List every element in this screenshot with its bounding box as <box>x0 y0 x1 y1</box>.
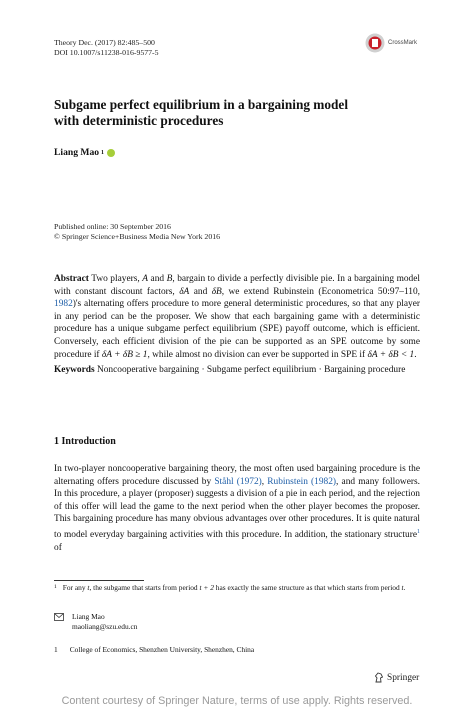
springer-logo <box>374 672 419 683</box>
intro-text: , and many followers. In this procedure, a player (proposer) suggests a division of a pie in each period, and the rejection of this offer will lead the game to the next period when the other player becomes the proposer. This bargaining procedure has many obvious advantages over other procedures. It is quite natural to model everyday bargaining activities with this procedure. In addition, the stationary structure <box>54 476 420 541</box>
introduction-paragraph <box>54 463 420 554</box>
citation-link[interactable]: Rubinstein (1982) <box>267 476 337 487</box>
journal-citation: Theory Dec. (2017) 82:485–500 <box>54 38 155 47</box>
abstract <box>54 273 420 361</box>
math-t-plus-2: t + 2 <box>199 583 214 592</box>
affiliation <box>54 645 254 655</box>
publisher-name: Springer <box>387 672 420 683</box>
math-b: B <box>166 274 173 284</box>
crossmark-icon <box>365 33 385 53</box>
affiliation-mark: 1 <box>54 645 58 654</box>
math-delta-a: δA <box>179 286 190 297</box>
abstract-text: , bargain to divide a perfectly divisible pie. In a bargaining model with constant discount factors, <box>54 274 421 297</box>
section-number: 1 <box>54 436 59 447</box>
author-name[interactable]: Liang Mao <box>54 147 100 158</box>
envelope-icon <box>54 613 64 621</box>
correspondence-email[interactable]: maoliang@szu.edu.cn <box>72 622 138 631</box>
footnote-link[interactable]: 1 <box>417 528 420 535</box>
math-t: t <box>401 583 404 592</box>
footnote-rule <box>54 580 144 581</box>
section-heading <box>54 436 116 447</box>
citation-link[interactable]: 1982 <box>54 299 73 310</box>
footnote-part: has exactly the same structure as that which starts from period <box>215 583 400 592</box>
abstract-text: and <box>193 286 208 297</box>
intro-text: of <box>54 542 62 553</box>
citation-link[interactable]: Ståhl (1972) <box>214 476 262 487</box>
paper-title <box>54 97 414 129</box>
courtesy-notice: Content courtesy of Springer Nature, terms of use apply. Rights reserved. <box>61 695 413 707</box>
keywords-text: Noncooperative bargaining · Subgame perfect equilibrium · Bargaining procedure <box>96 365 406 375</box>
springer-horse-icon <box>374 672 384 683</box>
publication-info <box>54 222 220 242</box>
affiliation-text: College of Economics, Shenzhen University, Shenzhen, China <box>69 645 255 654</box>
title-line-1: Subgame perfect equilibrium in a bargaining model <box>54 97 349 112</box>
keywords <box>54 364 420 377</box>
doi[interactable]: DOI 10.1007/s11238-016-9577-5 <box>54 48 159 57</box>
math-condition: δA + δB ≥ 1 <box>101 349 148 360</box>
published-online: Published online: 30 September 2016 <box>54 222 171 231</box>
author-line <box>54 147 115 158</box>
author-affil-mark: 1 <box>101 149 105 156</box>
math-a: A <box>142 274 148 284</box>
abstract-text: . <box>414 349 417 360</box>
footnote-part: For any <box>62 583 86 592</box>
abstract-text: and <box>150 274 165 284</box>
intro-text: In two-player noncooperative bargaining theory, the most often used bargaining procedure is the alternating offers procedure discussed by <box>54 464 420 487</box>
footnote-part: , the subgame that starts from period <box>89 583 198 592</box>
abstract-text: , we extend Rubinstein (Econometrica 50:97–110, <box>221 286 421 297</box>
intro-text: , <box>261 476 265 487</box>
correspondence <box>54 612 138 632</box>
crossmark-label: CrossMark <box>388 40 418 46</box>
correspondence-name: Liang Mao <box>72 612 105 621</box>
crossmark-button[interactable] <box>365 33 417 53</box>
abstract-text: , while almost no division can ever be supported in SPE if <box>147 349 366 360</box>
orcid-icon[interactable] <box>107 149 115 157</box>
math-t: t <box>87 583 90 592</box>
math-delta-b: δB <box>211 286 222 297</box>
footnote-text <box>63 583 406 593</box>
keywords-label: Keywords <box>54 365 95 375</box>
journal-header <box>54 38 159 58</box>
math-condition: δA + δB < 1 <box>367 349 415 360</box>
abstract-label: Abstract <box>54 274 89 284</box>
abstract-text: )'s alternating offers procedure to more general deterministic procedures, so that any player in any period can be the proposer. We show that each bargaining game with a deterministic procedure has a unique subgame perfect equilibrium (SPE) payoff outcome, which is efficient. Conversely, each efficient division of the pie can be supported as an SPE outcome by some procedure if <box>54 299 420 360</box>
abstract-text: Two players, <box>91 274 140 284</box>
footnote-part: . <box>403 583 406 592</box>
section-title: Introduction <box>61 436 116 447</box>
footnote <box>54 583 420 593</box>
copyright: © Springer Science+Business Media New York 2016 <box>54 232 221 242</box>
footnote-mark: 1 <box>54 584 57 590</box>
title-line-2: with deterministic procedures <box>54 113 224 128</box>
